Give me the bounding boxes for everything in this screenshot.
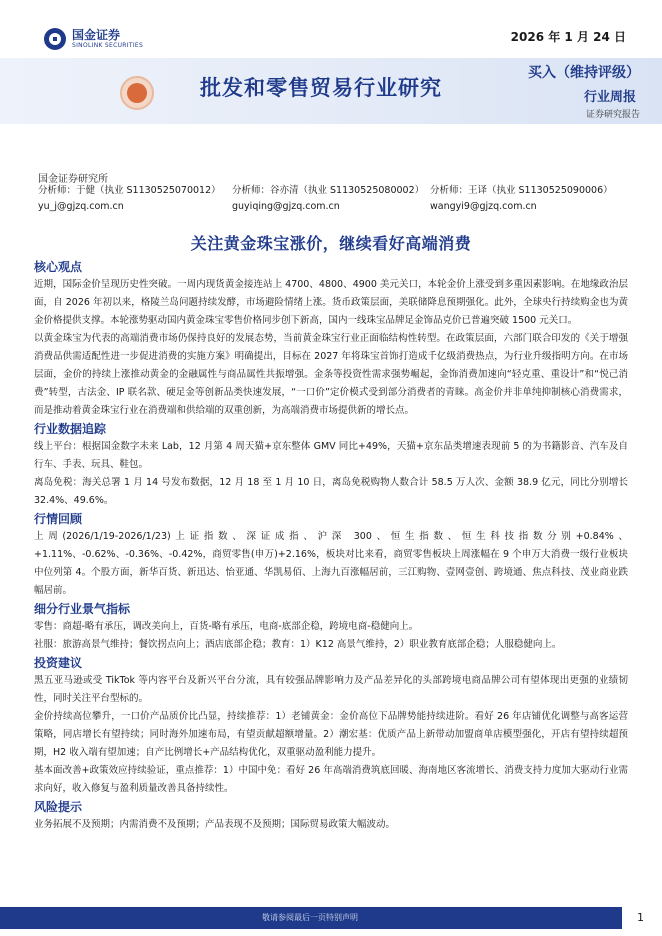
report-body — [34, 258, 628, 834]
industry-badge-icon — [120, 76, 154, 110]
analyst-card — [232, 183, 424, 215]
section-paragraph: 近期，国际金价呈现历史性突破。一周内现货黄金接连站上 4700、4800、4900 美元关口，本轮金价上涨受到多重因素影响。在地缘政治层面，自 2026 年初以来，格陵兰岛问题持续发酵，市场避险情绪上涨。货币政策层面，美联储降息预期强化。此外，全球央行持续购金也为黄金价格提供支撑。本轮涨势驱动国内黄金珠宝零售价格同步创下新高，国内一线珠宝品牌足金饰品克价已普遍突破 1500 元关口。 — [34, 279, 628, 326]
analyst-line: 分析师：于健（执业 S1130525070012） — [38, 185, 221, 196]
section-heading-core: 核心观点 — [34, 260, 83, 274]
analyst-email[interactable]: wangyi9@gjzq.com.cn — [430, 201, 537, 212]
logo-icon — [44, 28, 66, 50]
section-paragraph: 离岛免税：海关总署 1 月 14 号发布数据，12 月 18 至 1 月 10 日，离岛免税购物人数合计 58.5 万人次、金额 38.9 亿元，同比分别增长 32.4%、49.6%。 — [34, 477, 628, 506]
section-paragraph: 线上平台：根据国金数字未来 Lab，12 月第 4 周天猫+京东整体 GMV 同比+49%，天猫+京东品类增速表现前 5 的为书籍影音、汽车及自行车、手表、玩具、鞋包。 — [34, 441, 628, 470]
analyst-email[interactable]: yu_j@gjzq.com.cn — [38, 201, 124, 212]
section-heading-indicators: 细分行业景气指标 — [34, 602, 131, 616]
report-date: 2026 年 1 月 24 日 — [510, 30, 626, 44]
analyst-line: 分析师：谷亦清（执业 S1130525080002） — [232, 185, 425, 196]
page-number: 1 — [637, 911, 644, 924]
footer-disclaimer[interactable]: 敬请参阅最后一页特别声明 — [262, 913, 358, 922]
institute-name: 国金证券研究所 — [38, 174, 108, 185]
analyst-email[interactable]: guyiqing@gjzq.com.cn — [232, 201, 340, 212]
analyst-card — [430, 183, 613, 215]
report-subtitle: 关注黄金珠宝涨价，继续看好高端消费 — [190, 234, 472, 253]
section-paragraph: 金价持续高位攀升，一口价产品质价比凸显，持续推荐：1）老铺黄金：金价高位下品牌势能持续进阶。看好 26 年店铺优化调整与高客运营策略，同店增长有望持续；同时海外加速布局，有望贡献超额增量。2）潮宏基：优质产品上新带动加盟商单店模型强化，开店有望持续超预期，H2 收入端有望加速；自产比例增长+产品结构优化，双重驱动盈利能力提升。 — [34, 711, 628, 758]
section-paragraph: 基本面改善+政策效应持续验证，重点推荐：1）中国中免：看好 26 年高端消费筑底回暖、海南地区客流增长、消费支持力度加大驱动行业需求向好，收入修复与盈利质量改善具备持续性。 — [34, 765, 628, 794]
company-logo — [44, 28, 143, 50]
section-paragraph: 零售：商超-略有承压，调改美向上，百货-略有承压，电商-底部企稳，跨境电商-稳健向上。 — [34, 621, 419, 632]
rating-label: 买入（维持评级） — [528, 65, 640, 81]
page-title: 批发和零售贸易行业研究 — [200, 76, 442, 100]
analyst-line: 分析师：王译（执业 S1130525090006） — [430, 185, 613, 196]
report-category: 证券研究报告 — [585, 110, 640, 120]
logo-name-cn: 国金证券 — [72, 28, 121, 42]
section-paragraph: 业务拓展不及预期；内需消费不及预期；产品表现不及预期；国际贸易政策大幅波动。 — [34, 819, 396, 830]
section-heading-risk: 风险提示 — [34, 800, 83, 814]
section-heading-advice: 投资建议 — [34, 656, 83, 670]
section-paragraph: 社服：旅游高景气维持；餐饮拐点向上；酒店底部企稳；教育：1）K12 高景气维持，2）职业教育底部企稳；人服稳健向上。 — [34, 639, 562, 650]
section-paragraph: 黑五亚马逊或受 TikTok 等内容平台及新兴平台分流，具有较强品牌影响力及产品差异化的头部跨境电商品牌公司有望体现出更强的业绩韧性，同时关注平台型标的。 — [34, 675, 628, 704]
section-paragraph: 以黄金珠宝为代表的高端消费市场仍保持良好的发展态势，当前黄金珠宝行业正面临结构性转型。在政策层面，六部门联合印发的《关于增强消费品供需适配性进一步促进消费的实施方案》明确提出，目标在 2027 年将珠宝首饰打造成千亿级消费热点，为行业升级指明方向。在市场层面，金价的持续上涨推动黄金的金融属性与商品属性共振增强。金条等投资性需求强势崛起，金饰消费加速向“轻克重、重设计”和“悦己消费”转型，古法金、IP 联名款、硬足金等创新品类快速发展，“一口价”定价模式受到部分消费者的青睐。高金价并非单纯抑制核心消费需求，而是推动着黄金珠宝行业在消费端和供给端的双重创新，为高端消费市场提供新的增长点。 — [34, 333, 628, 416]
logo-name-en: SINOLINK SECURITIES — [72, 42, 144, 49]
footer-bar — [0, 907, 662, 929]
section-heading-market: 行情回顾 — [34, 512, 83, 526]
section-heading-data: 行业数据追踪 — [34, 422, 107, 436]
report-kind: 行业周报 — [583, 90, 636, 105]
analyst-card — [38, 183, 221, 215]
section-paragraph: 上周(2026/1/19-2026/1/23)上证指数、深证成指、沪深 300、恒生指数、恒生科技指数分别+0.84%、+1.11%、-0.62%、-0.36%、-0.42%，商贸零售(申万)+2.16%，板块对比来看，商贸零售板块上周涨幅在 9 个申万大消费一级行业板块中位列第 4。个股方面，新华百货、新迅达、怡亚通、华凯易佰、上海九百涨幅居前，三江购物、壹网壹创、跨境通、焦点科技、茂业商业跌幅居前。 — [34, 531, 628, 596]
